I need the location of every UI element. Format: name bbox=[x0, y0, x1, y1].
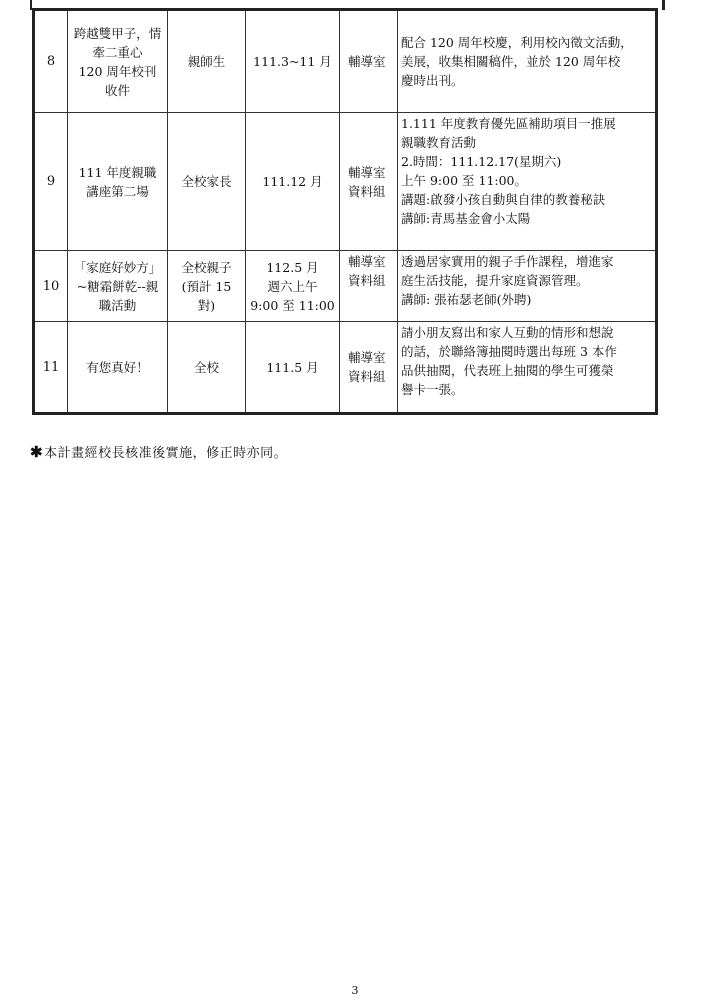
activity-plan-table bbox=[32, 8, 658, 415]
responsible-unit: 輔導室 資料組 bbox=[340, 113, 398, 251]
table-row bbox=[34, 251, 657, 322]
page-number: 3 bbox=[351, 984, 359, 997]
table-row bbox=[34, 113, 657, 251]
activity-name: 跨越雙甲子，情 牽二重心 120 周年校刊 收件 bbox=[68, 10, 168, 113]
approval-footnote bbox=[30, 442, 287, 461]
activity-content: 配合 120 周年校慶，利用校內徵文活動， 美展，收集相關稿件，並於 120 周年校 慶時出刊。 bbox=[398, 10, 657, 113]
row-number: 8 bbox=[34, 10, 68, 113]
activity-name: 「家庭好妙方」 ~糖霜餅乾--親 職活動 bbox=[68, 251, 168, 322]
responsible-unit: 輔導室 資料組 bbox=[340, 251, 398, 322]
activity-content: 請小朋友寫出和家人互動的情形和想說 的話，於聯絡簿抽閱時選出每班 3 本作 品供抽閱，代表班上抽閱的學生可獲榮 譽卡一張。 bbox=[398, 322, 657, 414]
activity-date: 112.5 月 週六上午 9:00 至 11:00 bbox=[246, 251, 340, 322]
activity-target: 全校家長 bbox=[168, 113, 246, 251]
row-number: 11 bbox=[34, 322, 68, 414]
footnote-text: 本計畫經校長核准後實施，修正時亦同。 bbox=[44, 446, 288, 461]
activity-target: 親師生 bbox=[168, 10, 246, 113]
activity-date: 111.12 月 bbox=[246, 113, 340, 251]
table-row bbox=[34, 10, 657, 113]
responsible-unit: 輔導室 資料組 bbox=[340, 322, 398, 414]
activity-date: 111.5 月 bbox=[246, 322, 340, 414]
responsible-unit: 輔導室 bbox=[340, 10, 398, 113]
activity-name: 111 年度親職 講座第二場 bbox=[68, 113, 168, 251]
row-number: 10 bbox=[34, 251, 68, 322]
asterisk-icon: ✱ bbox=[30, 443, 44, 461]
table-row bbox=[34, 322, 657, 414]
activity-date: 111.3~11 月 bbox=[246, 10, 340, 113]
activity-name: 有您真好！ bbox=[68, 322, 168, 414]
activity-content: 透過居家實用的親子手作課程，增進家 庭生活技能，提升家庭資源管理。 講師: 張祐瑟老師(外聘) bbox=[398, 251, 657, 322]
row-number: 9 bbox=[34, 113, 68, 251]
activity-target: 全校 bbox=[168, 322, 246, 414]
activity-target: 全校親子 (預計 15 對) bbox=[168, 251, 246, 322]
activity-content: 1.111 年度教育優先區補助項目一推展 親職教育活動 2.時間：111.12.17(星期六) 上午 9:00 至 11:00。 講題:啟發小孩自動與自律的教養秘訣 講師:青馬基金會小太陽 bbox=[398, 113, 657, 251]
